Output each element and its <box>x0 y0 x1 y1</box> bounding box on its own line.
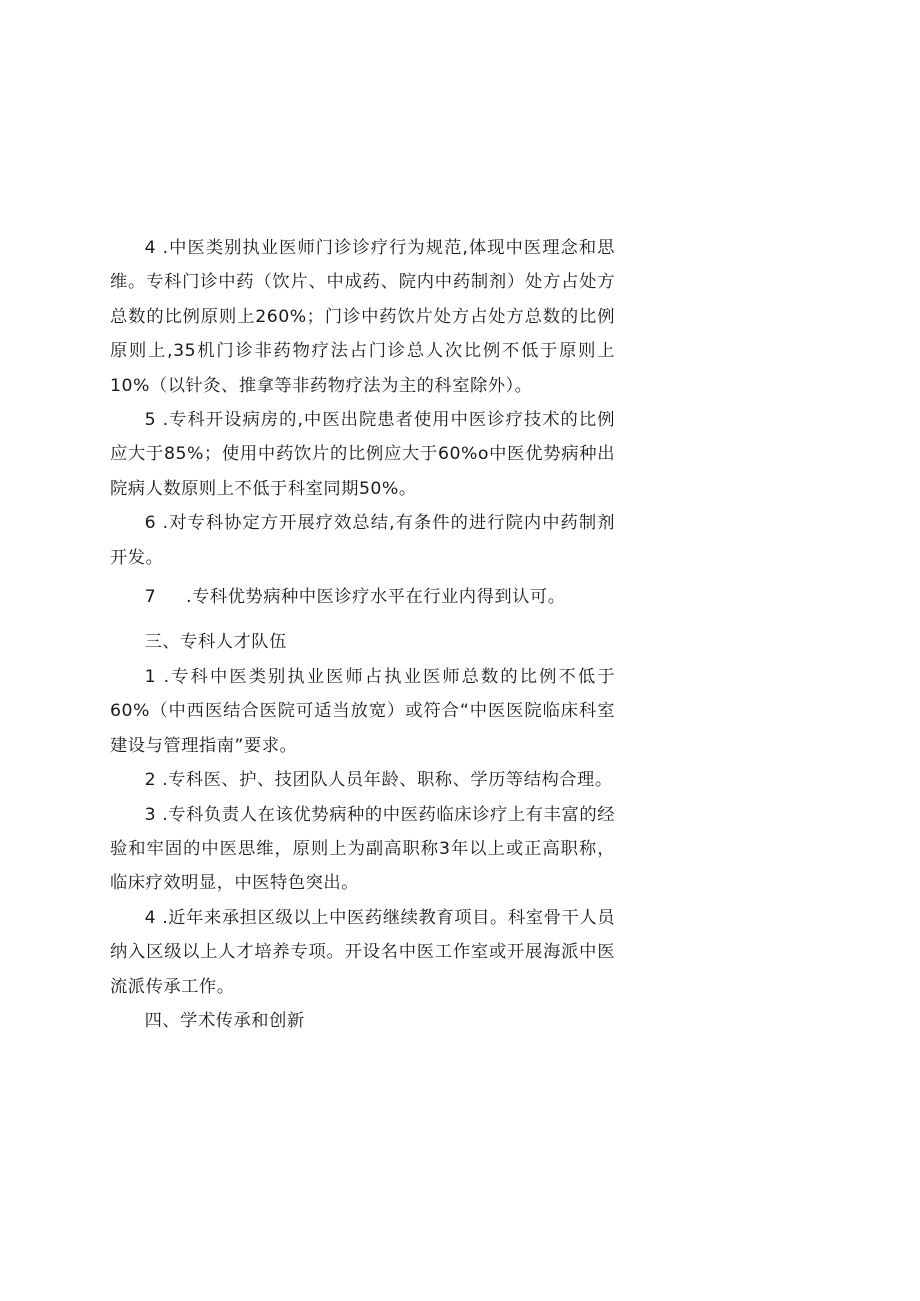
paragraph-talent-1 <box>110 660 615 763</box>
paragraph-item-4 <box>110 231 615 403</box>
item-number: 3 <box>144 804 157 825</box>
item-number: 4 <box>144 907 157 928</box>
item-number: 5 <box>144 410 157 431</box>
item-number: 2 <box>144 770 157 791</box>
item-text: .专科负责人在该优势病种的中医药临床诊疗上有丰富的经验和牢固的中医思维，原则上为副高职称3年以上或正高职称，临床疗效明显，中医特色突出。 <box>110 804 615 894</box>
item-text: .专科优势病种中医诊疗水平在行业内得到认可。 <box>186 587 566 608</box>
item-number: 6 <box>144 513 157 534</box>
paragraph-talent-3 <box>110 798 615 901</box>
item-text: .中医类别执业医师门诊诊疗行为规范,体现中医理念和思维。专科门诊中药（饮片、中成药、院内中药制剂）处方占处方总数的比例原则上260%；门诊中药饮片处方占处方总数的比例原则上,35机门诊非药物疗法占门诊总人次比例不低于原则上10%（以针灸、推拿等非药物疗法为主的科室除外）。 <box>110 238 615 396</box>
item-text: .专科医、护、技团队人员年龄、职称、学历等结构合理。 <box>162 770 613 791</box>
item-text: .对专科协定方开展疗效总结,有条件的进行院内中药制剂开发。 <box>110 513 615 568</box>
item-text: .专科开设病房的,中医出院患者使用中医诊疗技术的比例应大于85%；使用中药饮片的比例应大于60%o中医优势病种出院病人数原则上不低于科室同期50%。 <box>110 410 615 499</box>
section-heading-academic: 四、学术传承和创新 <box>144 1010 305 1031</box>
paragraph-item-5 <box>110 403 615 506</box>
section-heading-talent: 三、专科人才队伍 <box>144 632 287 653</box>
item-text: .专科中医类别执业医师占执业医师总数的比例不低于60%（中西医结合医院可适当放宽）或符合“中医医院临床科室建设与管理指南”要求。 <box>110 666 615 756</box>
paragraph-talent-2 <box>110 763 615 797</box>
item-text: .近年来承担区级以上中医药继续教育项目。科室骨干人员纳入区级以上人才培养专项。开设名中医工作室或开展海派中医流派传承工作。 <box>110 907 615 997</box>
paragraph-talent-4 <box>110 901 615 1004</box>
paragraph-item-6 <box>110 506 615 575</box>
item-number: 1 <box>144 666 157 687</box>
item-number: 7 <box>144 587 157 608</box>
document-body <box>110 231 615 1038</box>
item-number: 4 <box>144 238 157 258</box>
paragraph-item-7 <box>110 580 615 614</box>
